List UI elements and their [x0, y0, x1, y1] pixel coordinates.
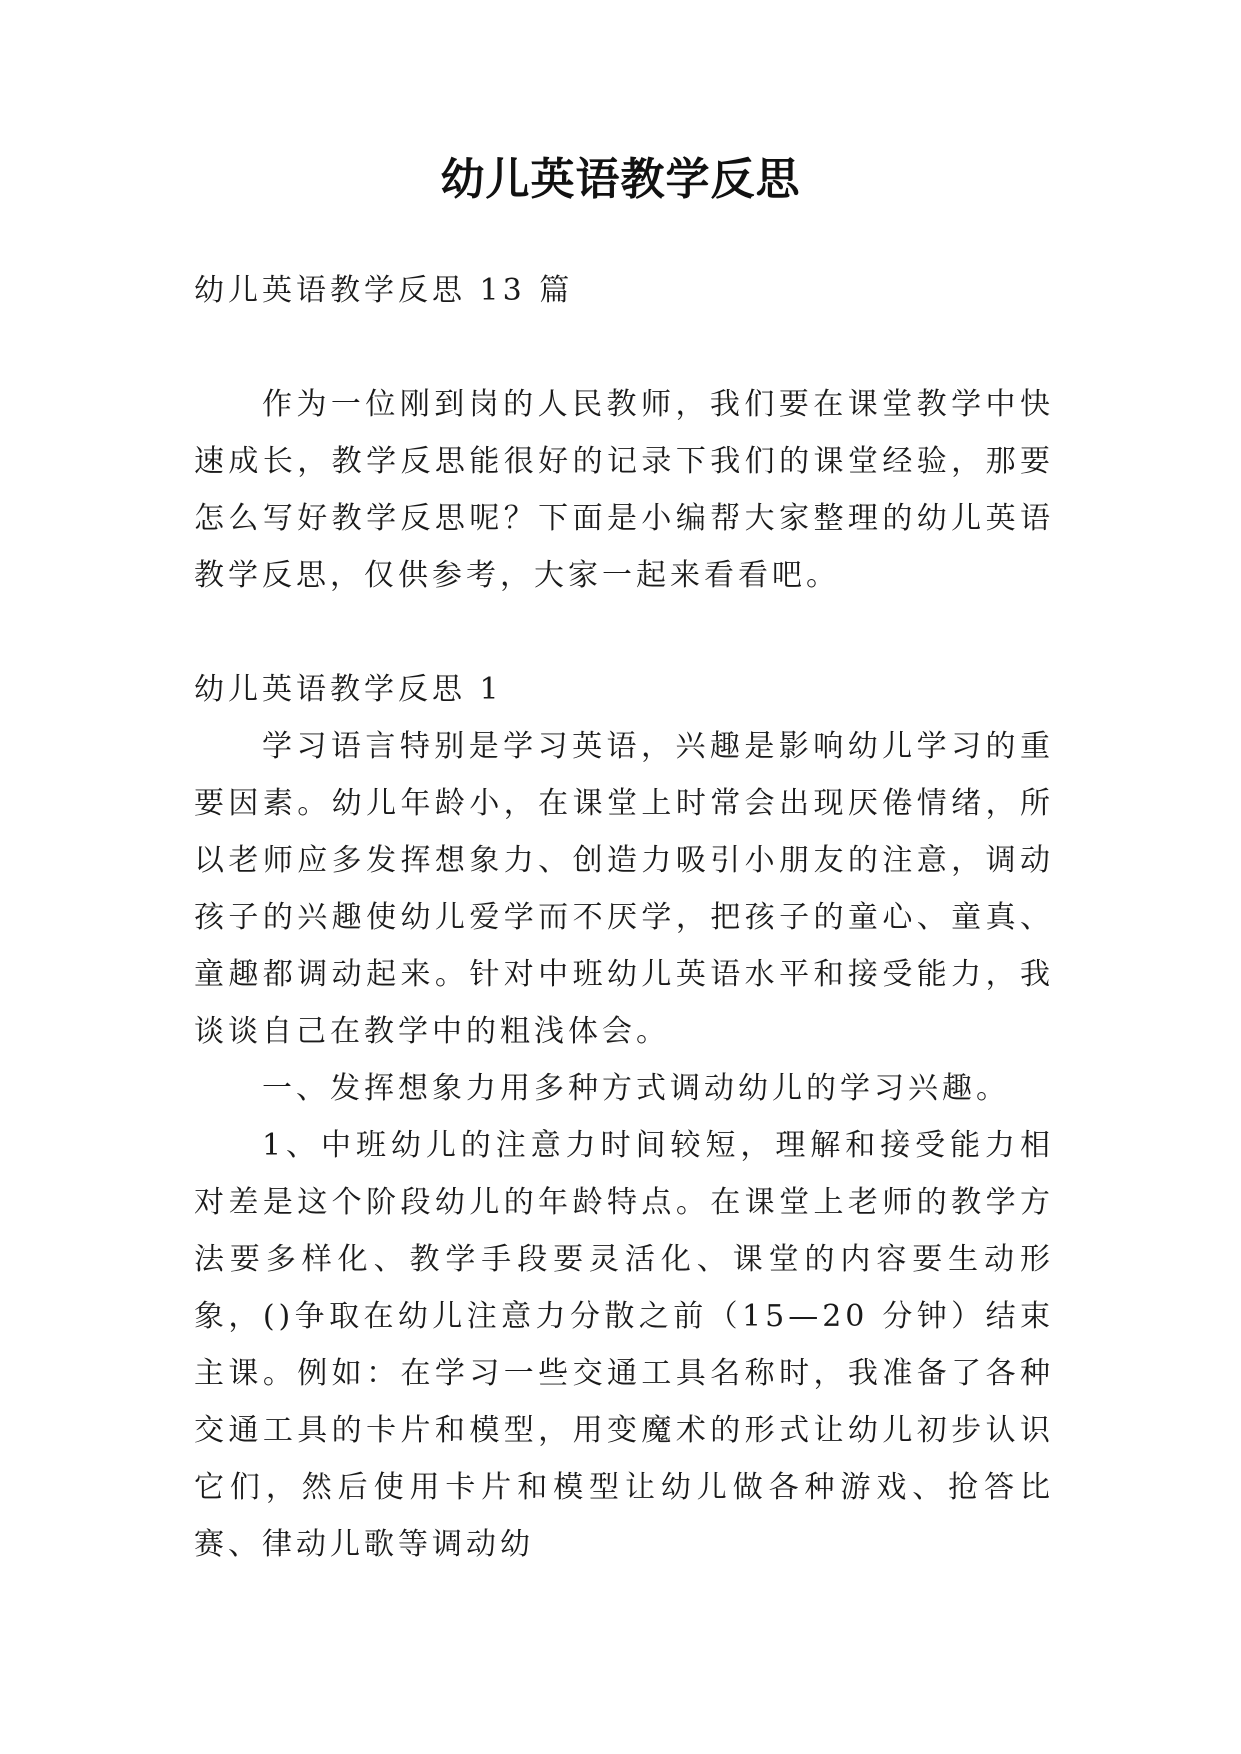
- document-subtitle: 幼儿英语教学反思 13 篇: [194, 273, 574, 308]
- body-paragraph: 学习语言特别是学习英语，兴趣是影响幼儿学习的重要因素。幼儿年龄小，在课堂上时常会出现厌倦情绪，所以老师应多发挥想象力、创造力吸引小朋友的注意，调动孩子的兴趣使幼儿爱学而不厌学，把孩子的童心、童真、童趣都调动起来。针对中班幼儿英语水平和接受能力，我谈谈自己在教学中的粗浅体会。: [194, 729, 1054, 1049]
- intro-paragraph: 作为一位刚到岗的人民教师，我们要在课堂教学中快速成长，教学反思能很好的记录下我们的课堂经验，那要怎么写好教学反思呢？下面是小编帮大家整理的幼儿英语教学反思，仅供参考，大家一起来看看吧。: [194, 387, 1054, 593]
- document-body: [194, 262, 1054, 1573]
- spacer: [194, 604, 1054, 661]
- body-paragraph: 一、发挥想象力用多种方式调动幼儿的学习兴趣。: [262, 1071, 1010, 1106]
- spacer: [194, 319, 1054, 376]
- document-title: 幼儿英语教学反思: [440, 154, 801, 205]
- section-heading: 幼儿英语教学反思 1: [194, 672, 503, 707]
- body-paragraph: 1、中班幼儿的注意力时间较短，理解和接受能力相对差是这个阶段幼儿的年龄特点。在课堂上老师的教学方法要多样化、教学手段要灵活化、课堂的内容要生动形象，()争取在幼儿注意力分散之前（15—20 分钟）结束主课。例如：在学习一些交通工具名称时，我准备了各种交通工具的卡片和模型，用变魔术的形式让幼儿初步认识它们，然后使用卡片和模型让幼儿做各种游戏、抢答比赛、律动儿歌等调动幼: [194, 1128, 1054, 1562]
